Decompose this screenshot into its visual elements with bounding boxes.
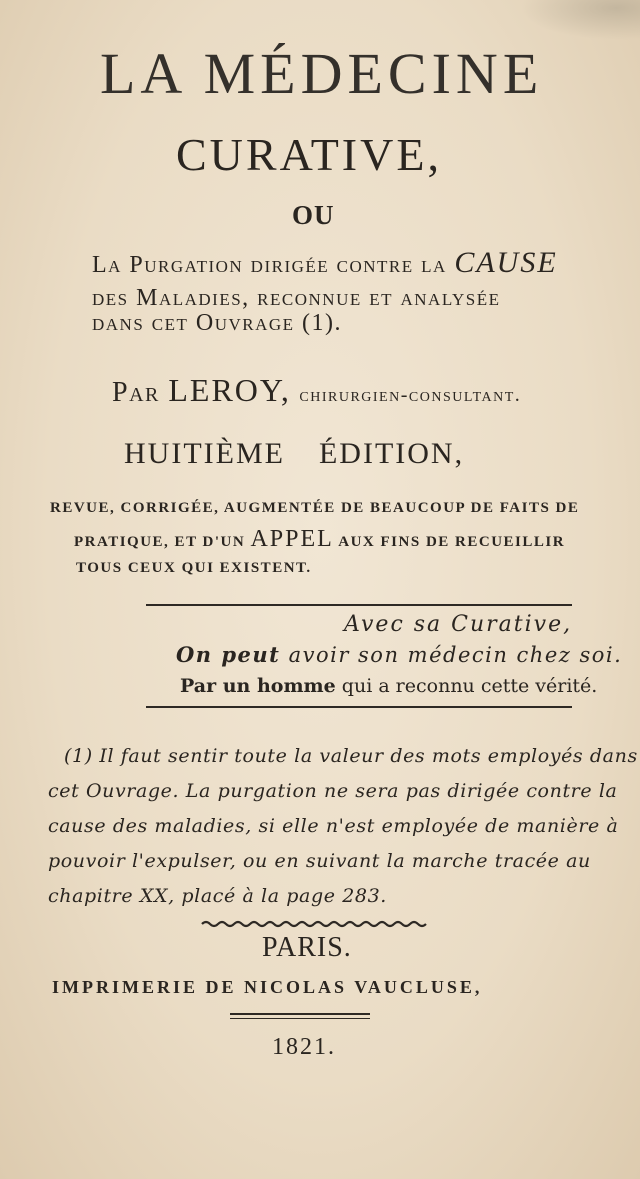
title-ou: OU: [292, 200, 335, 230]
revision-line-3: TOUS CEUX QUI EXISTENT.: [76, 560, 312, 576]
ornament-divider: [200, 920, 430, 928]
revision-line-1: REVUE, CORRIGÉE, AUGMENTÉE DE BEAUCOUP DE FAITS DE: [50, 500, 580, 516]
imprint-printer: IMPRIMERIE DE NICOLAS VAUCLUSE,: [52, 977, 483, 997]
author-name: LEROY,: [168, 372, 291, 408]
epigraph-line-2: [176, 642, 640, 667]
epigraph-line-3: [180, 675, 640, 697]
subtitle-cause: CAUSE: [454, 246, 558, 279]
author-title: chirurgien-consultant.: [299, 384, 522, 406]
epigraph-line-1: Avec sa Curative,: [344, 612, 573, 637]
subtitle-line-3: dans cet Ouvrage (1).: [92, 310, 343, 336]
author-line: [112, 372, 640, 409]
epigraph-on-peut: On peut: [176, 642, 281, 667]
subtitle-line-2: des Maladies, reconnue et analysée: [92, 285, 501, 311]
footnote-line-4: pouvoir l'expulser, ou en suivant la marche tracée au: [48, 850, 591, 872]
footnote-line-5: chapitre XX, placé à la page 283.: [48, 885, 387, 907]
footnote-line-2: cet Ouvrage. La purgation ne sera pas dirigée contre la: [48, 780, 618, 802]
footnote-line-1: (1) Il faut sentir toute la valeur des mots employés dans: [64, 745, 638, 767]
title-line-1: LA MÉDECINE: [100, 41, 544, 106]
imprint-year: 1821.: [272, 1034, 336, 1060]
rule-lower: [146, 706, 572, 708]
epigraph-par-un-homme: Par un homme: [180, 675, 336, 697]
edition-word: ÉDITION,: [318, 437, 465, 470]
imprint-city: PARIS.: [262, 932, 352, 963]
revision-aux-fins: AUX FINS DE RECUEILLIR: [338, 534, 566, 550]
rule-upper: [146, 604, 572, 606]
subtitle-line-1: [92, 246, 640, 280]
page-stain: [520, 0, 640, 40]
rule-imprint-bottom: [230, 1018, 370, 1019]
epigraph-avoir: avoir son médecin chez soi.: [288, 643, 623, 667]
author-par: Par: [112, 377, 160, 408]
subtitle-text: La Purgation dirigée contre la: [92, 252, 455, 278]
revision-pratique: PRATIQUE, ET D'UN: [74, 534, 246, 550]
edition-line: [124, 437, 640, 471]
revision-line-2: [74, 526, 640, 553]
revision-appel: APPEL: [250, 526, 334, 552]
edition-number: HUITIÈME: [124, 437, 285, 470]
footnote-line-3: cause des maladies, si elle n'est employée de manière à: [48, 815, 619, 837]
title-line-2: CURATIVE,: [176, 129, 442, 180]
rule-imprint-top: [230, 1013, 370, 1015]
epigraph-verite: qui a reconnu cette vérité.: [341, 675, 598, 697]
